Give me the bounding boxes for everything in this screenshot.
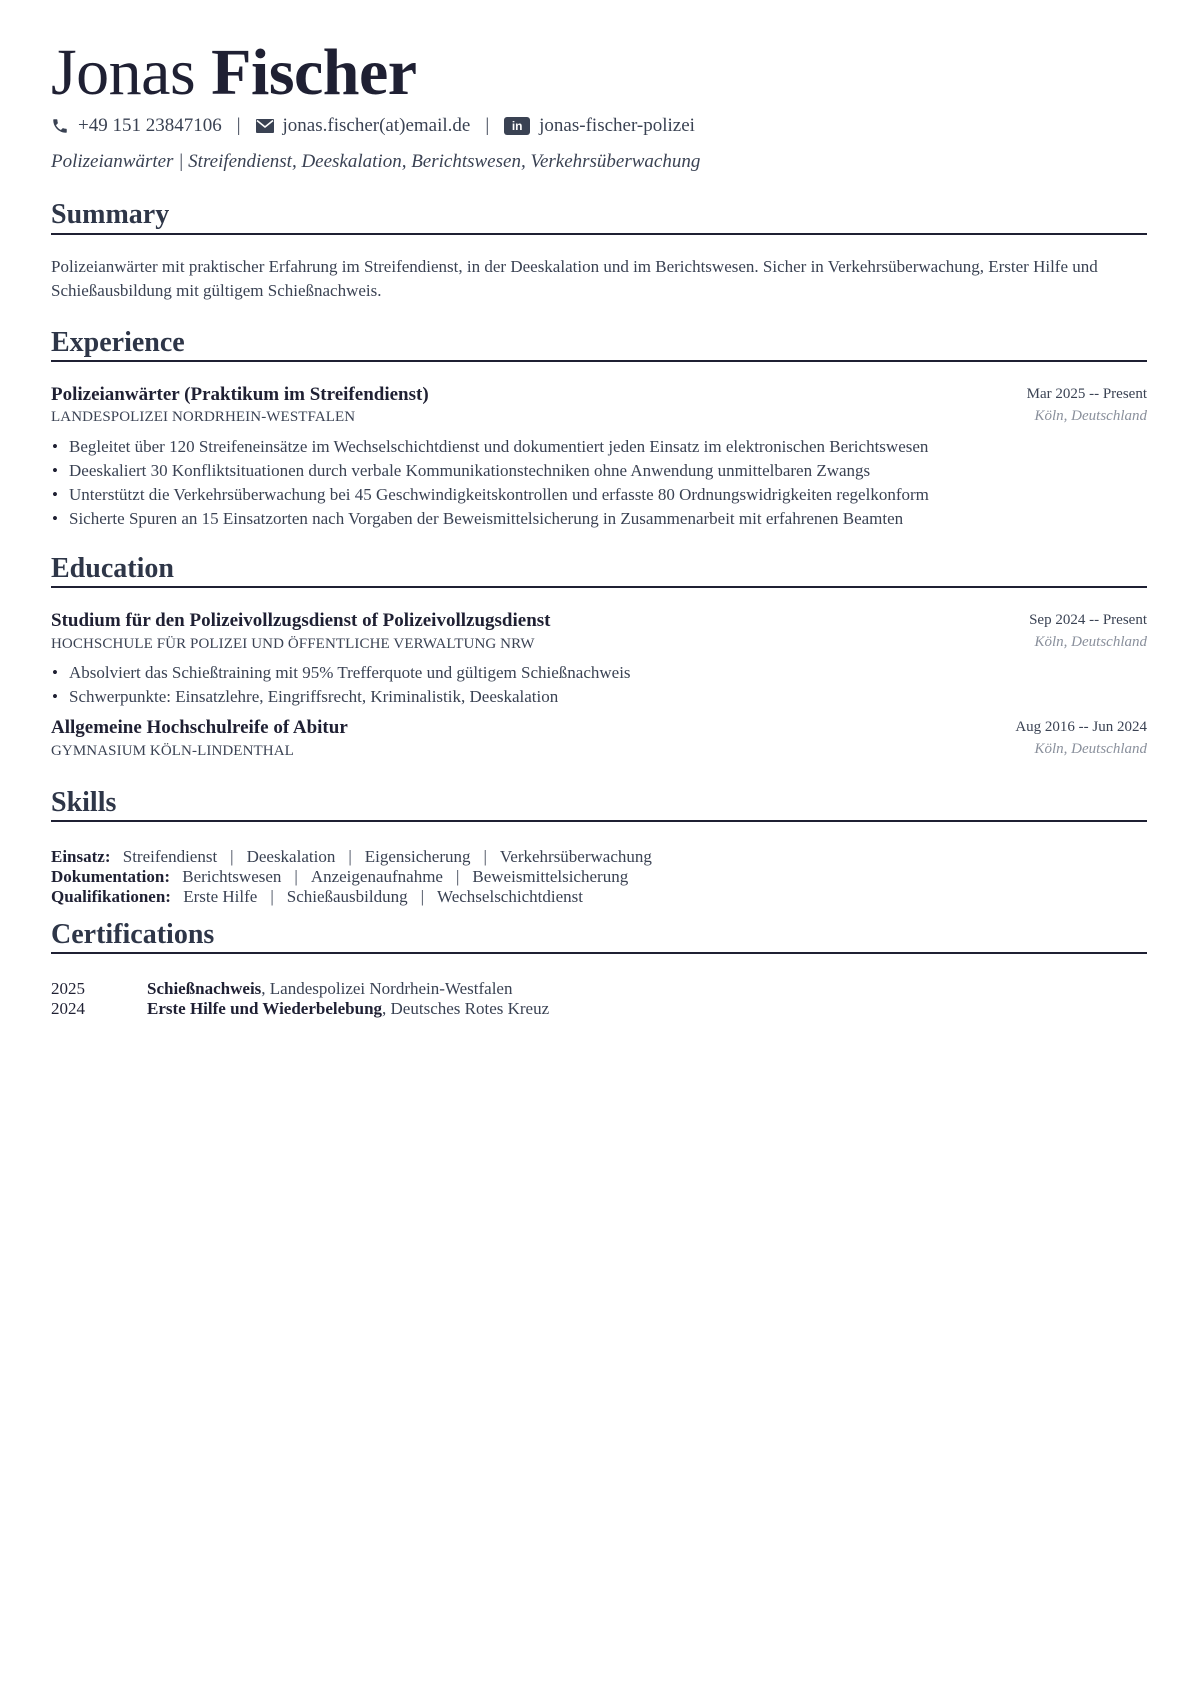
first-name: Jonas bbox=[51, 36, 196, 109]
skill-category: Dokumentation: bbox=[51, 867, 171, 886]
education-date: Sep 2024 -- Present bbox=[1029, 612, 1147, 628]
cert-text bbox=[147, 979, 512, 999]
cert-issuer: , Deutsches Rotes Kreuz bbox=[382, 999, 550, 1018]
contact-bar bbox=[51, 114, 695, 138]
cert-name: Schießnachweis bbox=[147, 979, 262, 998]
section-divider bbox=[51, 952, 1147, 954]
experience-bullets bbox=[51, 435, 929, 531]
skill-separator: | bbox=[483, 847, 487, 866]
headline: Polizeianwärter | Streifendienst, Deeskalation, Berichtswesen, Verkehrsüberwachung bbox=[51, 151, 701, 172]
list-item: • Absolviert das Schießtraining mit 95% Trefferquote und gültigem Schießnachweis bbox=[51, 661, 631, 685]
section-title-education: Education bbox=[51, 553, 174, 584]
experience-org: LANDESPOLIZEI NORDRHEIN-WESTFALEN bbox=[51, 409, 356, 425]
email-icon bbox=[256, 119, 274, 133]
skill-item: Erste Hilfe bbox=[183, 887, 258, 906]
education-title: Studium für den Polizeivollzugsdienst of Polizeivollzugsdienst bbox=[51, 610, 551, 631]
skill-item: Verkehrsüberwachung bbox=[499, 847, 652, 866]
skill-row bbox=[51, 887, 652, 907]
skill-category: Qualifikationen: bbox=[51, 887, 171, 906]
list-item: • Deeskaliert 30 Konfliktsituationen durch verbale Kommunikationstechniken ohne Anwendung unmittelbaren Zwangs bbox=[51, 459, 929, 483]
section-divider bbox=[51, 360, 1147, 362]
last-name: Fischer bbox=[211, 36, 417, 109]
contact-separator: | bbox=[485, 115, 490, 136]
linkedin-link[interactable]: jonas-fischer-polizei bbox=[539, 115, 695, 136]
skill-item: Schießausbildung bbox=[286, 887, 408, 906]
skill-item: Eigensicherung bbox=[364, 847, 471, 866]
education-location: Köln, Deutschland bbox=[1034, 634, 1147, 650]
skills-list bbox=[51, 847, 652, 907]
skill-item: Streifendienst bbox=[122, 847, 218, 866]
skill-separator: | bbox=[294, 867, 298, 886]
education-location: Köln, Deutschland bbox=[1034, 741, 1147, 757]
list-item: • Schwerpunkte: Einsatzlehre, Eingriffsrecht, Kriminalistik, Deeskalation bbox=[51, 685, 631, 709]
skill-separator: | bbox=[455, 867, 460, 886]
section-divider bbox=[51, 820, 1147, 822]
section-divider bbox=[51, 233, 1147, 235]
cert-name: Erste Hilfe und Wiederbelebung bbox=[147, 999, 383, 1018]
list-item: • Begleitet über 120 Streifeneinsätze im Wechselschichtdienst und dokumentiert jeden Einsatz im elektronischen Berichtswesen bbox=[51, 435, 929, 459]
section-title-summary: Summary bbox=[51, 199, 170, 230]
contact-separator: | bbox=[236, 115, 241, 136]
experience-location: Köln, Deutschland bbox=[1034, 408, 1147, 424]
skill-separator: | bbox=[230, 847, 234, 866]
list-item: • Unterstützt die Verkehrsüberwachung bei 45 Geschwindigkeitskontrollen und erfasste 80 Ordnungswidrigkeiten regelkonform bbox=[51, 483, 929, 507]
skill-item: Anzeigenaufnahme bbox=[310, 867, 443, 886]
section-title-skills: Skills bbox=[51, 787, 117, 818]
cert-text bbox=[147, 999, 549, 1019]
skill-row bbox=[51, 867, 652, 887]
skill-separator: | bbox=[270, 887, 274, 906]
list-item: • Sicherte Spuren an 15 Einsatzorten nach Vorgaben der Beweismittelsicherung in Zusammenarbeit mit erfahrenen Beamten bbox=[51, 507, 929, 531]
summary-text: Polizeianwärter mit praktischer Erfahrung im Streifendienst, in der Deeskalation und im Berichtswesen. Sicher in Verkehrsüberwachung, Erster Hilfe und Schießausbildung mit gültigem Schießnachweis. bbox=[51, 257, 1098, 300]
education-date: Aug 2016 -- Jun 2024 bbox=[1015, 719, 1147, 735]
linkedin-icon bbox=[504, 117, 530, 135]
section-divider bbox=[51, 586, 1147, 588]
skill-separator: | bbox=[420, 887, 425, 906]
skill-category: Einsatz: bbox=[51, 847, 111, 866]
education-org: HOCHSCHULE FÜR POLIZEI UND ÖFFENTLICHE VERWALTUNG NRW bbox=[51, 636, 535, 652]
email-link[interactable]: jonas.fischer(at)email.de bbox=[282, 115, 471, 136]
experience-date: Mar 2025 -- Present bbox=[1026, 386, 1147, 402]
skill-item: Beweismittelsicherung bbox=[472, 867, 629, 886]
cert-issuer: , Landespolizei Nordrhein-Westfalen bbox=[261, 979, 513, 998]
section-title-experience: Experience bbox=[51, 327, 185, 358]
cert-year: 2025 bbox=[51, 979, 85, 998]
education-org: GYMNASIUM KÖLN-LINDENTHAL bbox=[51, 743, 294, 759]
candidate-name bbox=[51, 33, 417, 113]
phone-number[interactable]: +49 151 23847106 bbox=[78, 115, 222, 136]
phone-icon bbox=[51, 117, 69, 135]
skill-item: Wechselschichtdienst bbox=[437, 887, 583, 906]
linkedin-badge: in bbox=[504, 117, 530, 135]
education-title: Allgemeine Hochschulreife of Abitur bbox=[51, 717, 348, 738]
education-bullets bbox=[51, 661, 631, 709]
skill-item: Deeskalation bbox=[246, 847, 336, 866]
skill-item: Berichtswesen bbox=[182, 867, 282, 886]
section-title-certifications: Certifications bbox=[51, 919, 215, 950]
skill-separator: | bbox=[348, 847, 352, 866]
skill-row bbox=[51, 847, 652, 867]
experience-title: Polizeianwärter (Praktikum im Streifendienst) bbox=[51, 384, 429, 405]
cert-year: 2024 bbox=[51, 999, 85, 1018]
